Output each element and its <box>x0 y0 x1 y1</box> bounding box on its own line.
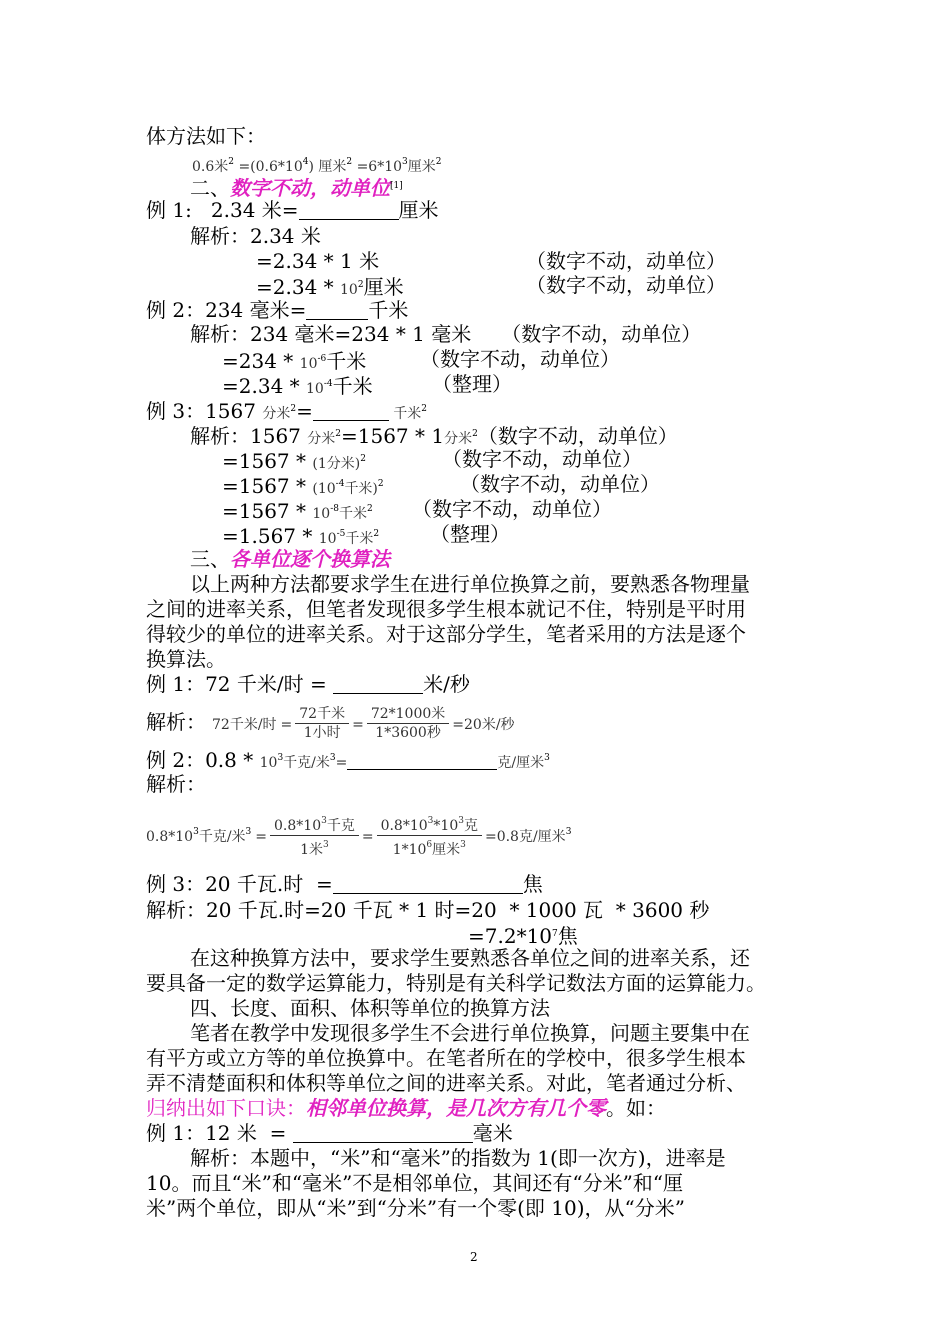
paragraph-1-line-1: 以上两种方法都要求学生在进行单位换算之前，要熟悉各物理量 <box>190 572 750 596</box>
fraction-3: $\frac{0.8*10^3千克}{1米^3}$ <box>270 812 359 859</box>
example-3-step-2-note: （数字不动，动单位） <box>460 472 660 496</box>
example-3-question: 例 3：1567 分米$^2$= 千米$^2$ <box>146 399 428 423</box>
paragraph-3-line-3: 弄不清楚面积和体积等单位之间的进率关系。对此，笔者通过分析、 <box>146 1071 746 1095</box>
speed-example-analysis: 解析： 72千米/时 = $\frac{\text{72千米}}{\text{1小时}}$ = $\frac{\text{72*1000米}}{\text{1*3600秒}}$ =20米/秒 <box>146 706 515 741</box>
paragraph-1-line-2: 之间的进率关系，但笔者发现很多学生根本就记不住，特别是平时用 <box>146 597 746 621</box>
paragraph-3-line-2: 有平方或立方等的单位换算中。在笔者所在的学校中，很多学生根本 <box>146 1046 746 1070</box>
paragraph-3-line-4: 归纳出如下口诀：相邻单位换算，是几次方有几个零。如： <box>146 1096 666 1120</box>
example-1-step-1-note: （数字不动，动单位） <box>526 249 726 273</box>
fraction-2: $\frac{\text{72*1000米}}{\text{1*3600秒}}$ <box>367 705 449 742</box>
density-example-formula: $0.8*10^3$千克/米$^3$ = $\frac{0.8*10^3千克}{1米^3}$ = $\frac{0.8*10^3*10^3克}{1*10^6厘米^3}$ =0.8克/厘米$^3$ <box>146 810 571 854</box>
line-method-intro: 体方法如下： <box>146 124 266 148</box>
section-heading-2: 二、数字不动，动单位[1] <box>190 176 403 200</box>
section-heading-4: 四、长度、面积、体积等单位的换算方法 <box>190 996 550 1020</box>
paragraph-4-line-1: 解析：本题中，“米”和“毫米”的指数为 1(即一次方)，进率是 <box>190 1146 726 1170</box>
formula-area-conversion: 0.6米$^2 =(0.6*10^4)$ 厘米$^2 =6*10^3$厘米$^2$ <box>192 157 442 175</box>
density-example-question: 例 2：$0.8 * 10^3$千克/米$^3$= 克/厘米$^3$ <box>146 748 550 772</box>
paragraph-1-line-4: 换算法。 <box>146 647 226 671</box>
example-3-step-4-note: （整理） <box>430 522 510 546</box>
example-2-step-2: $=2.34 * 10^{-4}$千米 <box>222 374 373 398</box>
paragraph-1-line-3: 得较少的单位的进率关系。对于这部分学生，笔者采用的方法是逐个 <box>146 622 746 646</box>
example-1-step-2: $=2.34 * 10^2$厘米 <box>256 275 404 299</box>
example-1-question: 例 1: 2.34 米= 厘米 <box>146 198 439 222</box>
section-heading-3: 三、各单位逐个换算法 <box>190 547 390 571</box>
example-3-step-1-note: （数字不动，动单位） <box>442 447 642 471</box>
fraction-4: $\frac{0.8*10^3*10^3克}{1*10^6厘米^3}$ <box>377 812 482 859</box>
example-3-step-2: $=1567 * (10^{-4}$千米)$^2$ <box>222 474 384 498</box>
example-2-question: 例 2：234 毫米= 千米 <box>146 298 409 322</box>
paragraph-2-line-2: 要具备一定的数学运算能力，特别是有关科学记数法方面的运算能力。 <box>146 971 766 995</box>
example-3-step-3: $=1567 * 10^{-8}$千米$^2$ <box>222 499 373 523</box>
paragraph-3-line-1: 笔者在教学中发现很多学生不会进行单位换算，问题主要集中在 <box>190 1021 750 1045</box>
density-example-analysis-label: 解析： <box>146 772 206 796</box>
example-3-step-3-note: （数字不动，动单位） <box>412 497 612 521</box>
example-1-analysis: 解析：2.34 米 <box>190 224 321 248</box>
paragraph-2-line-1: 在这种换算方法中，要求学生要熟悉各单位之间的进率关系，还 <box>190 946 750 970</box>
energy-example-analysis: 解析：20 千瓦.时=20 千瓦 * 1 时=20 * 1000 瓦 * 3600 秒 <box>146 898 710 922</box>
page-number: 2 <box>470 1250 478 1264</box>
energy-example-question: 例 3：20 千瓦.时 = 焦 <box>146 872 543 896</box>
example-3-step-1: =1567 * (1分米)$^2$ <box>222 449 366 473</box>
speed-example-question: 例 1：72 千米/时 = 米/秒 <box>146 672 470 696</box>
example-2-step-2-note: （整理） <box>432 372 512 396</box>
example-1-step-2-note: （数字不动，动单位） <box>526 273 726 297</box>
energy-example-result: $=7.2*10^7$焦 <box>468 924 578 948</box>
paragraph-4-line-2: 10。而且“米”和“毫米”不是相邻单位，其间还有“分米”和“厘 <box>146 1171 684 1195</box>
example-2-step-1: $=234 * 10^{-6}$千米 <box>222 349 367 373</box>
length-example-question: 例 1：12 米 = 毫米 <box>146 1121 513 1145</box>
example-2-analysis: 解析：234 毫米=234 * 1 毫米 （数字不动，动单位） <box>190 322 702 346</box>
fraction-1: $\frac{\text{72千米}}{\text{1小时}}$ <box>295 705 349 742</box>
example-3-step-4: $=1.567 * 10^{-5}$千米$^2$ <box>222 524 380 548</box>
paragraph-4-line-3: 米”两个单位，即从“米”到“分米”有一个零(即 10)，从“分米” <box>146 1196 685 1220</box>
example-3-analysis: 解析：1567 分米$^2$=1567 * 1分米$^2$（数字不动，动单位） <box>190 424 678 448</box>
example-2-step-1-note: （数字不动，动单位） <box>420 347 620 371</box>
example-1-step-1: =2.34 * 1 米 <box>256 249 380 273</box>
